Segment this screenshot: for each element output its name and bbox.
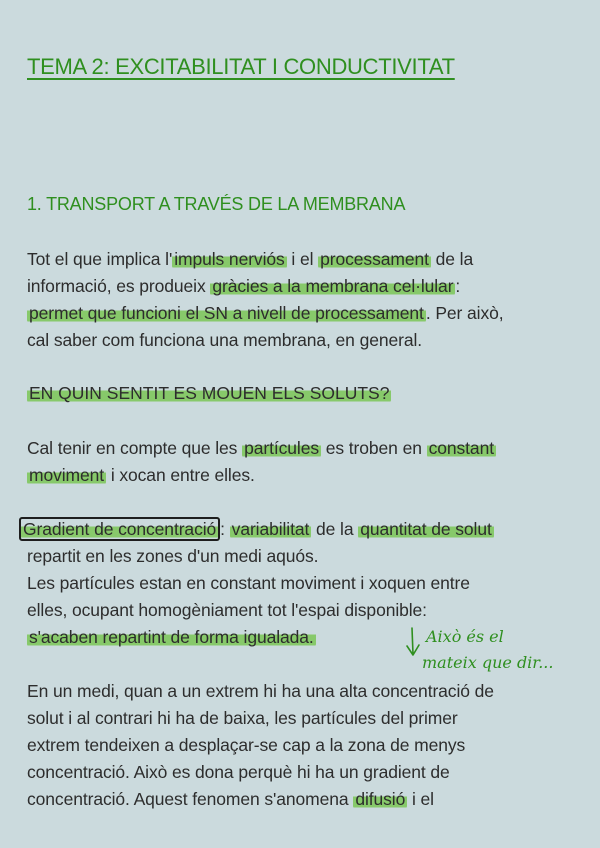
text-line: permet que funcioni el SN a nivell de processament . Per això,	[29, 303, 504, 323]
text-line: moviment i xocan entre elles.	[29, 465, 255, 485]
text-line: Les partícules estan en constant moviment i xoquen entre	[27, 573, 470, 593]
text-line: informació, es produeix gràcies a la membrana cel·lular :	[27, 276, 461, 296]
text-line: concentració. Això es dona perquè hi ha un gradient de	[27, 762, 450, 782]
highlight: partícules	[244, 438, 319, 458]
highlight: gràcies a la membrana cel·lular	[212, 276, 454, 296]
highlight: EN QUIN SENTIT ES MOUEN ELS SOLUTS?	[29, 383, 390, 403]
text-line: concentració. Aquest fenomen s'anomena difusió i el	[27, 789, 434, 809]
svg-text:mateix que dir...: mateix que dir...	[422, 653, 554, 672]
down-arrow-icon	[407, 628, 419, 655]
question-heading	[27, 383, 391, 404]
text-line: Cal tenir en compte que les partícules es troben en constant	[27, 438, 494, 458]
boxed-term: Gradient de concentració	[19, 517, 220, 541]
text-line: extrem tendeixen a desplaçar-se cap a la zona de menys	[27, 735, 466, 755]
highlight: processament	[320, 249, 429, 269]
page-title: TEMA 2: EXCITABILITAT I CONDUCTIVITAT	[27, 54, 455, 79]
highlight: moviment	[29, 465, 105, 485]
highlight: permet que funcioni el SN a nivell de processament	[29, 303, 424, 323]
highlight: s'acaben repartint de forma igualada.	[29, 627, 314, 647]
handwritten-note	[404, 622, 594, 682]
text-line: Tot el que implica l' impuls nerviós i el processament de la	[27, 249, 474, 269]
text-line: cal saber com funciona una membrana, en general.	[27, 330, 423, 350]
highlight: variabilitat	[231, 519, 310, 539]
paragraph-diffusion	[27, 678, 494, 813]
text-line: En un medi, quan a un extrem hi ha una alta concentració de	[27, 681, 494, 701]
text-line: Gradient de concentració : variabilitat de la quantitat de solut	[27, 516, 494, 543]
highlight: constant	[428, 438, 494, 458]
svg-text:Això és el: Això és el	[426, 627, 504, 646]
paragraph-particles	[27, 435, 496, 489]
highlight: impuls nerviós	[174, 249, 285, 269]
highlight: quantitat de solut	[360, 519, 492, 539]
text-line: repartit en les zones d'un medi aquós.	[27, 546, 319, 566]
section-title: 1. TRANSPORT A TRAVÉS DE LA MEMBRANA	[27, 194, 406, 214]
highlight: difusió	[355, 789, 406, 809]
text-line: solut i al contrari hi ha de baixa, les partícules del primer	[27, 708, 458, 728]
paragraph-membrane	[27, 246, 504, 354]
text-line: elles, ocupant homogèniament tot l'espai disponible:	[27, 600, 427, 620]
handwritten-note-drawing	[404, 622, 594, 682]
